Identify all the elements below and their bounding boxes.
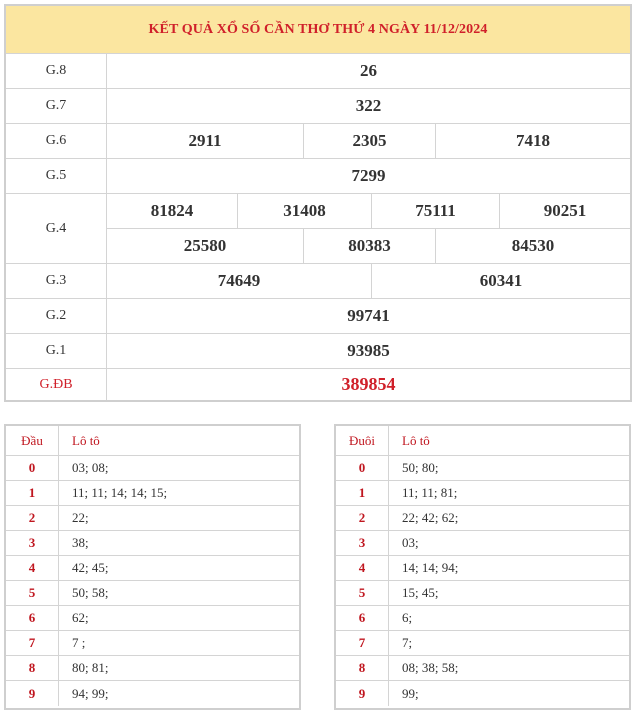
row-key: 9 (6, 681, 59, 706)
results-table (4, 4, 632, 402)
row-value: 11; 11; 14; 14; 15; (72, 485, 168, 500)
table-header (336, 426, 629, 456)
loto-tail-table (334, 424, 631, 710)
prize-number: 93985 (347, 341, 390, 360)
prize-label: G.1 (6, 334, 107, 368)
table-row (6, 531, 299, 556)
loto-head-table (4, 424, 301, 710)
row-key: 2 (336, 506, 389, 530)
table-row (6, 581, 299, 606)
row-value: 50; 58; (72, 585, 109, 600)
prize-row-g5 (6, 159, 630, 194)
row-key: 7 (336, 631, 389, 655)
prize-label: G.8 (6, 54, 107, 88)
row-value: 50; 80; (402, 460, 439, 475)
row-key: 9 (336, 681, 389, 706)
prize-row-g1 (6, 334, 630, 369)
table-row (6, 456, 299, 481)
prize-row-g2 (6, 299, 630, 334)
row-value: 03; (402, 535, 419, 550)
prize-number: 75111 (371, 194, 499, 228)
row-key: 5 (6, 581, 59, 605)
row-value: 7 ; (72, 635, 86, 650)
row-value: 94; 99; (72, 685, 109, 701)
row-value: 38; (72, 535, 89, 550)
row-key: 6 (336, 606, 389, 630)
prize-number: 31408 (237, 194, 371, 228)
prize-row-g6 (6, 124, 630, 159)
prize-label: G.6 (6, 124, 107, 158)
prize-label: G.2 (6, 299, 107, 333)
row-value: 22; 42; 62; (402, 510, 459, 525)
row-value: 6; (402, 610, 413, 625)
row-key: 3 (6, 531, 59, 555)
page-title: KẾT QUẢ XỔ SỐ CẦN THƠ THỨ 4 NGÀY 11/12/2024 (6, 6, 630, 54)
prize-number: 7299 (351, 166, 386, 185)
row-key: 8 (6, 656, 59, 680)
table-row (336, 656, 629, 681)
table-row (6, 606, 299, 631)
prize-row-g4 (6, 194, 630, 264)
row-value: 08; 38; 58; (402, 660, 459, 675)
table-row (6, 506, 299, 531)
row-value: 14; 14; 94; (402, 560, 459, 575)
row-key: 1 (6, 481, 59, 505)
table-row (336, 681, 629, 706)
prize-number: 90251 (499, 194, 630, 228)
row-key: 4 (336, 556, 389, 580)
prize-label: G.3 (6, 264, 107, 298)
row-value: 15; 45; (402, 585, 439, 600)
row-value: 80; 81; (72, 660, 109, 675)
table-header (6, 426, 299, 456)
row-value: 7; (402, 635, 413, 650)
prize-number: 60341 (371, 264, 630, 298)
prize-number: 84530 (435, 229, 630, 263)
row-value: 99; (402, 685, 419, 701)
prize-number: 322 (355, 96, 382, 115)
row-key: 2 (6, 506, 59, 530)
column-header-value: Lô tô (402, 432, 430, 448)
table-row (336, 631, 629, 656)
table-row (6, 681, 299, 706)
special-prize-number: 389854 (341, 374, 396, 394)
row-key: 0 (6, 456, 59, 480)
row-key: 4 (6, 556, 59, 580)
row-key: 0 (336, 456, 389, 480)
prize-number: 26 (360, 61, 377, 80)
prize-number: 74649 (217, 271, 261, 290)
table-row (336, 606, 629, 631)
table-row (6, 656, 299, 681)
table-row (6, 556, 299, 581)
row-value: 22; (72, 510, 89, 525)
prize-label: G.5 (6, 159, 107, 193)
prize-number: 7418 (435, 124, 630, 158)
row-value: 11; 11; 81; (402, 485, 458, 500)
column-header-key: Đuôi (336, 426, 389, 455)
row-key: 8 (336, 656, 389, 680)
row-key: 1 (336, 481, 389, 505)
prize-number: 81824 (150, 201, 194, 220)
prize-row-special (6, 369, 630, 400)
table-row (336, 556, 629, 581)
column-header-value: Lô tô (72, 432, 100, 448)
row-key: 7 (6, 631, 59, 655)
column-header-key: Đầu (6, 426, 59, 455)
table-row (336, 531, 629, 556)
prize-number: 2305 (303, 124, 435, 158)
row-value: 03; 08; (72, 460, 109, 475)
table-row (336, 456, 629, 481)
prize-number: 99741 (347, 306, 390, 325)
prize-label: G.ĐB (6, 369, 107, 400)
prize-number: 80383 (303, 229, 435, 263)
table-row (336, 506, 629, 531)
prize-number: 2911 (188, 131, 222, 150)
table-row (336, 581, 629, 606)
prize-row-g8 (6, 54, 630, 89)
row-key: 5 (336, 581, 389, 605)
prize-row-g7 (6, 89, 630, 124)
row-key: 6 (6, 606, 59, 630)
row-value: 42; 45; (72, 560, 109, 575)
table-row (6, 631, 299, 656)
row-value: 62; (72, 610, 89, 625)
prize-label: G.7 (6, 89, 107, 123)
prize-number: 25580 (183, 236, 227, 255)
row-key: 3 (336, 531, 389, 555)
table-row (336, 481, 629, 506)
prize-row-g3 (6, 264, 630, 299)
table-row (6, 481, 299, 506)
prize-label: G.4 (6, 194, 107, 263)
